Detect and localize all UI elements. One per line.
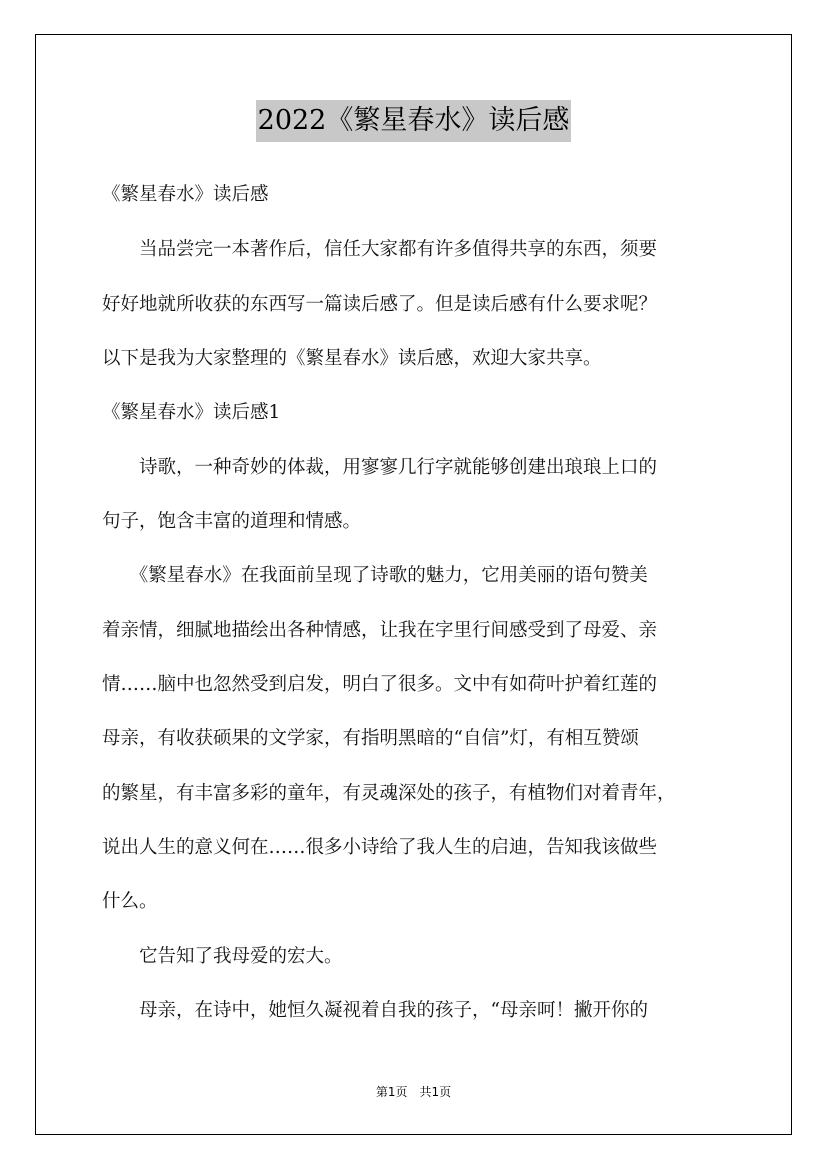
body-line: 什么。: [102, 891, 158, 912]
body-line: 《繁星春水》读后感: [102, 184, 269, 205]
page-footer: 第1页 共1页: [375, 1085, 452, 1099]
body-line: 情……脑中也忽然受到启发，明白了很多。文中有如荷叶护着红莲的: [102, 674, 658, 695]
body-line: 《繁星春水》在我面前呈现了诗歌的魅力，它用美丽的语句赞美: [102, 565, 648, 586]
document-title: 2022《繁星春水》读后感: [256, 100, 572, 142]
body-line: 母亲，在诗中，她恒久凝视着自我的孩子，“母亲呵！撇开你的: [102, 1000, 648, 1021]
body-line: 它告知了我母爱的宏大。: [102, 946, 343, 967]
title-container: [0, 100, 827, 142]
body-line: 《繁星春水》读后感1: [102, 402, 281, 423]
body-line: 好好地就所收获的东西写一篇读后感了。但是读后感有什么要求呢？: [102, 294, 658, 315]
body-line: 母亲，有收获硕果的文学家，有指明黑暗的“自信”灯，有相互赞颂: [102, 728, 639, 749]
body-line: 的繁星，有丰富多彩的童年，有灵魂深处的孩子，有植物们对着青年，: [102, 783, 676, 804]
body-line: 句子，饱含丰富的道理和情感。: [102, 511, 362, 532]
body-line: 以下是我为大家整理的《繁星春水》读后感，欢迎大家共享。: [102, 348, 602, 369]
body-line: 诗歌，一种奇妙的体裁，用寥寥几行字就能够创建出琅琅上口的: [102, 457, 658, 478]
body-line: 着亲情，细腻地描绘出各种情感，让我在字里行间感受到了母爱、亲: [102, 620, 658, 641]
body-line: 说出人生的意义何在……很多小诗给了我人生的启迪，告知我该做些: [102, 837, 658, 858]
body-line: 当品尝完一本著作后，信任大家都有许多值得共享的东西，须要: [102, 239, 658, 260]
